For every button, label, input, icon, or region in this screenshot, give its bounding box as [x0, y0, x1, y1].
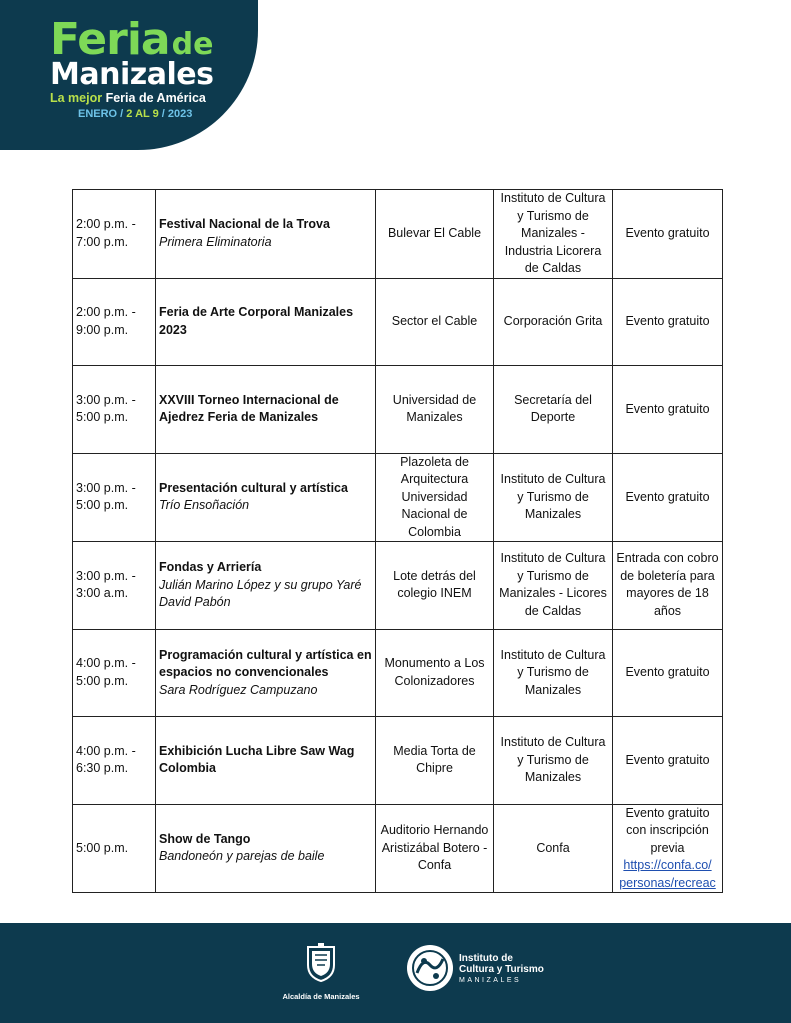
institute-line-1: Instituto de [459, 953, 513, 964]
event-cell [156, 629, 376, 717]
time-cell: 4:00 p.m. - 5:00 p.m. [73, 629, 156, 717]
logo-city: Manizales [50, 57, 214, 92]
institute-text [459, 953, 544, 986]
organizer-cell: Instituto de Cultura y Turismo de Manizales [494, 453, 613, 542]
alcaldia-name: Alcaldía de Manizales [282, 992, 360, 1001]
coat-of-arms-icon [304, 943, 338, 983]
cost-cell: Evento gratuito [613, 717, 723, 805]
table-row [73, 366, 723, 454]
event-cell [156, 453, 376, 542]
logo-title-row [50, 14, 240, 65]
event-title: Festival Nacional de la Trova [159, 217, 330, 232]
footer-bar [0, 923, 791, 1023]
organizer-cell: Corporación Grita [494, 278, 613, 366]
event-cell [156, 542, 376, 630]
event-title: XXVIII Torneo Internacional de Ajedrez Feria de Manizales [159, 392, 339, 425]
table-row [73, 804, 723, 893]
cost-cell: Entrada con cobro de boletería para mayores de 18 años [613, 542, 723, 630]
tagline-rest: Feria de América [105, 91, 206, 105]
logo-de: de [171, 27, 214, 62]
time-cell: 3:00 p.m. - 5:00 p.m. [73, 453, 156, 542]
institute-emblem-icon [405, 943, 455, 993]
organizer-cell: Instituto de Cultura y Turismo de Manizales - Industria Licorera de Caldas [494, 190, 613, 279]
organizer-cell: Instituto de Cultura y Turismo de Manizales [494, 717, 613, 805]
cost-cell: Evento gratuito [613, 278, 723, 366]
institute-line-2: Cultura y Turismo [459, 964, 544, 975]
place-cell: Universidad de Manizales [376, 366, 494, 454]
event-subtitle: Bandoneón y parejas de baile [159, 849, 325, 864]
cost-cell [613, 804, 723, 893]
organizer-cell: Instituto de Cultura y Turismo de Manizales - Licores de Caldas [494, 542, 613, 630]
header-badge [0, 0, 258, 150]
table-row [73, 278, 723, 366]
event-subtitle: Trío Ensoñación [159, 498, 250, 513]
schedule-table [72, 189, 723, 893]
logo-tagline [50, 91, 240, 105]
event-title: Feria de Arte Corporal Manizales 2023 [159, 305, 354, 337]
link-line-2[interactable]: personas/recreac [619, 875, 716, 890]
time-cell: 3:00 p.m. - 3:00 a.m. [73, 542, 156, 630]
alcaldia-logo [278, 943, 364, 1001]
time-cell: 3:00 p.m. - 5:00 p.m. [73, 366, 156, 454]
organizer-cell: Instituto de Cultura y Turismo de Manizales [494, 629, 613, 717]
cost-cell: Evento gratuito [613, 366, 723, 454]
event-cell [156, 804, 376, 893]
logo-dates [78, 108, 240, 120]
time-cell: 2:00 p.m. - 9:00 p.m. [73, 278, 156, 366]
institute-line-3: MANIZALES [459, 977, 522, 984]
event-title: Presentación cultural y artística [159, 480, 348, 495]
tagline-highlight: La mejor [50, 91, 103, 105]
dates-month: ENERO / [78, 108, 124, 120]
time-cell: 2:00 p.m. - 7:00 p.m. [73, 190, 156, 279]
feria-logo [50, 14, 240, 120]
event-cell [156, 717, 376, 805]
organizer-cell: Secretaría del Deporte [494, 366, 613, 454]
cost-cell: Evento gratuito [613, 629, 723, 717]
table-row [73, 453, 723, 542]
event-cell [156, 190, 376, 279]
time-cell: 5:00 p.m. [73, 804, 156, 893]
place-cell: Monumento a Los Colonizadores [376, 629, 494, 717]
table-row [73, 717, 723, 805]
table-row [73, 542, 723, 630]
place-cell: Sector el Cable [376, 278, 494, 366]
institute-logo [405, 943, 565, 993]
cost-text: Evento gratuito con inscripción previa [625, 805, 710, 855]
event-subtitle: Sara Rodríguez Campuzano [159, 682, 318, 697]
place-cell: Plazoleta de Arquitectura Universidad Nacional de Colombia [376, 453, 494, 542]
event-title: Exhibición Lucha Libre Saw Wag Colombia [159, 743, 355, 776]
event-title: Programación cultural y artística en espacios no convencionales [159, 647, 372, 679]
registration-link[interactable] [616, 857, 719, 892]
dates-year: / 2023 [161, 108, 193, 120]
table-row [73, 629, 723, 717]
event-cell [156, 278, 376, 366]
place-cell: Auditorio Hernando Aristizábal Botero - Confa [376, 804, 494, 893]
event-title: Fondas y Arriería [159, 560, 262, 574]
event-title: Show de Tango [159, 831, 251, 846]
organizer-cell: Confa [494, 804, 613, 893]
cost-cell: Evento gratuito [613, 453, 723, 542]
place-cell: Lote detrás del colegio INEM [376, 542, 494, 630]
event-cell [156, 366, 376, 454]
place-cell: Media Torta de Chipre [376, 717, 494, 805]
place-cell: Bulevar El Cable [376, 190, 494, 279]
cost-cell: Evento gratuito [613, 190, 723, 279]
event-subtitle: Julián Marino López y su grupo Yaré David Pabón [159, 577, 362, 609]
event-subtitle: Primera Eliminatoria [159, 234, 272, 249]
table-row [73, 190, 723, 279]
link-line-1[interactable]: https://confa.co/ [623, 858, 712, 872]
dates-days: 2 AL 9 [126, 108, 159, 120]
logo-feria: Feria [50, 14, 170, 65]
time-cell: 4:00 p.m. - 6:30 p.m. [73, 717, 156, 805]
